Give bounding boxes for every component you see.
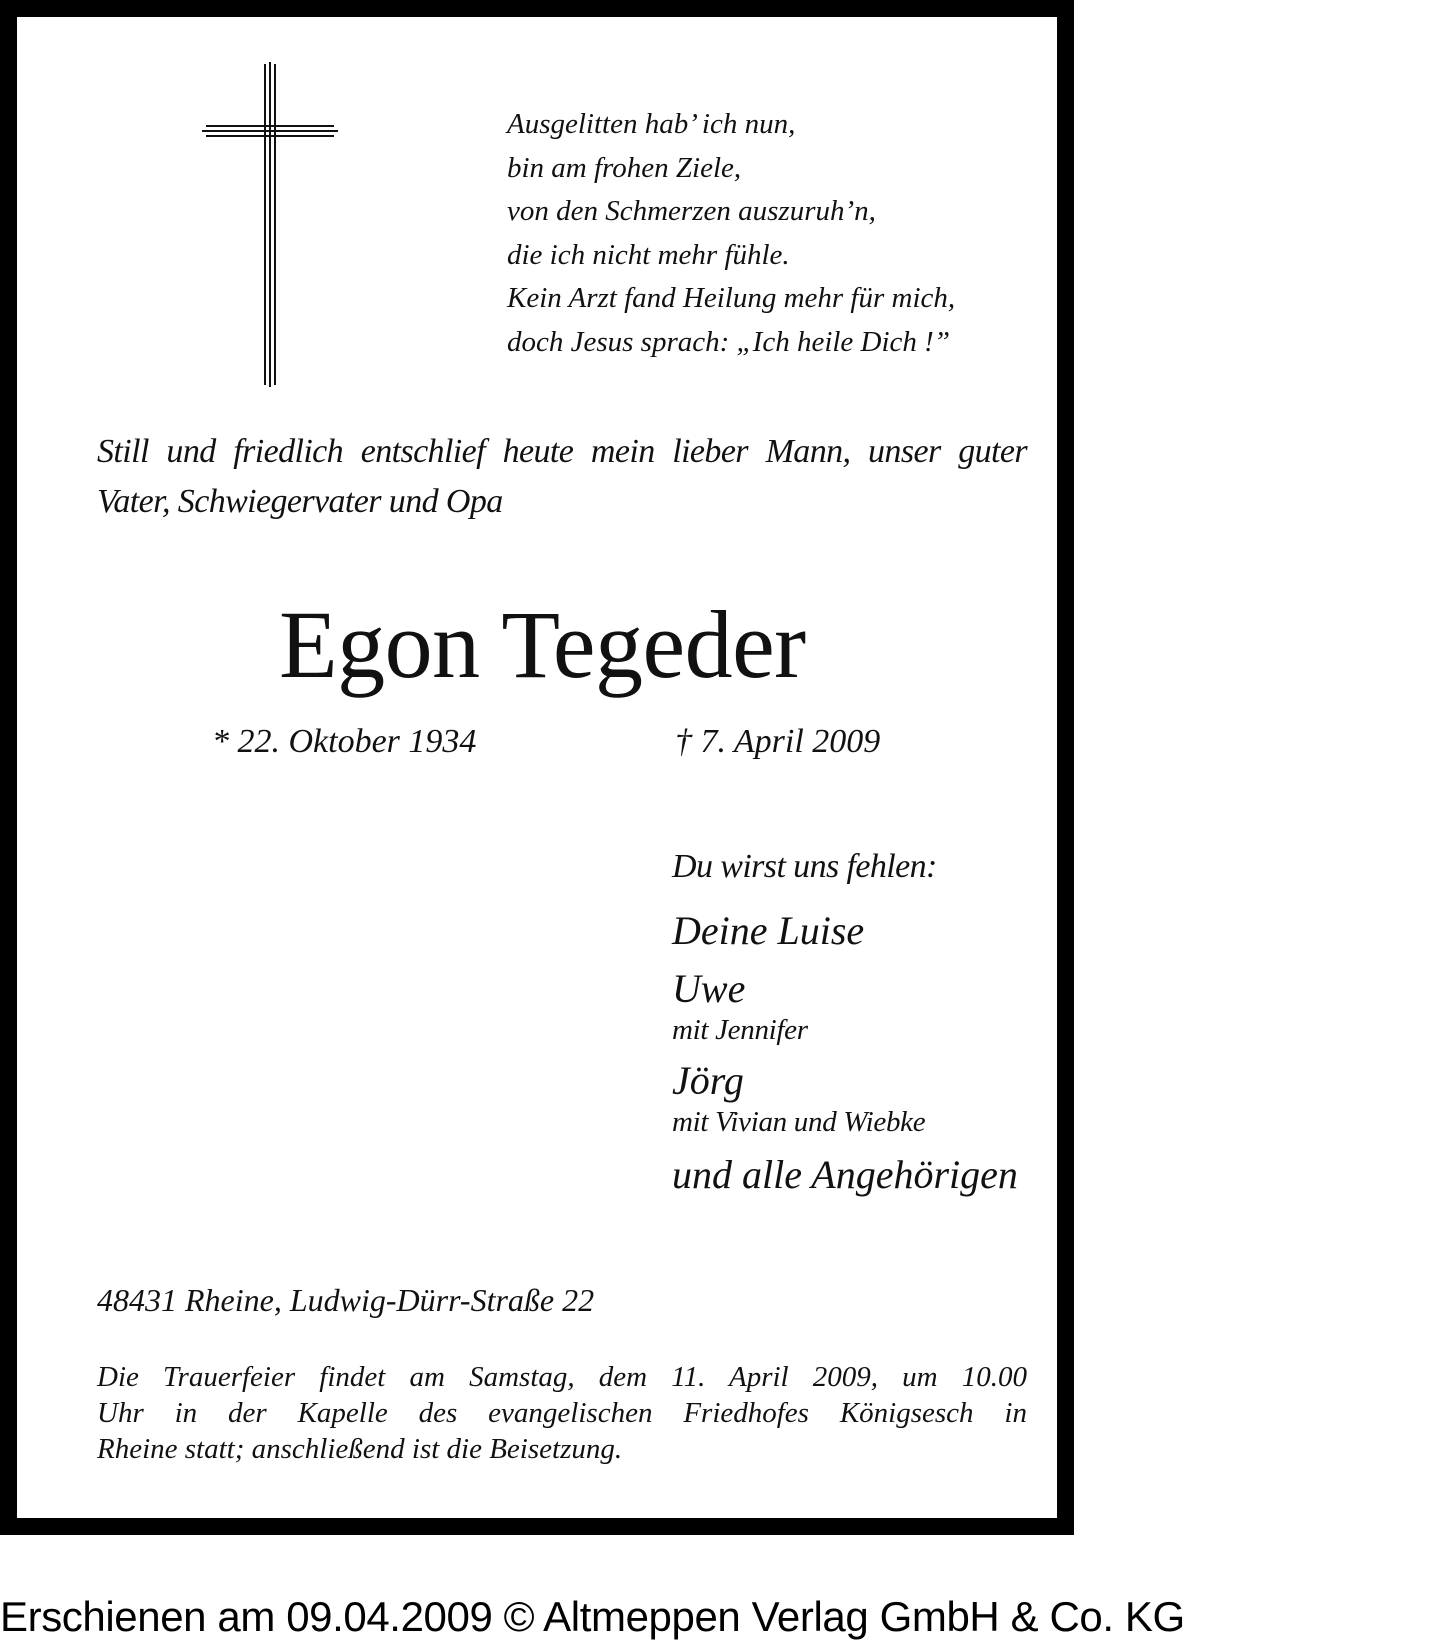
mourner-name: und alle Angehörigen (672, 1152, 1018, 1197)
mourner-name: Uwe (672, 966, 746, 1011)
poem-line: doch Jesus sprach: „Ich heile Dich !” (507, 325, 950, 358)
cross-icon (200, 62, 340, 387)
deceased-name: Egon Tegeder (279, 591, 806, 698)
poem-line: von den Schmerzen auszuruh’n, (507, 195, 876, 227)
mourner-companions: mit Vivian und Wiebke (672, 1106, 926, 1138)
mourners-block (672, 842, 1018, 1198)
mourner-name: Jörg (672, 1058, 744, 1103)
intro-text (97, 427, 1027, 527)
poem (507, 103, 955, 364)
service-line: Die Trauerfeier findet am Samstag, dem 11. April 2009, um 10.00 (97, 1361, 1027, 1393)
service-info (97, 1359, 1027, 1467)
service-line: Rheine statt; anschließend ist die Beisetzung. (97, 1433, 623, 1465)
death-date: † 7. April 2009 (675, 723, 881, 760)
address: 48431 Rheine, Ludwig-Dürr-Straße 22 (97, 1282, 595, 1318)
poem-line: bin am frohen Ziele, (507, 151, 742, 184)
intro-line: Still und friedlich entschlief heute mein lieber Mann, unser guter (97, 433, 1027, 470)
mourner-name: Deine Luise (672, 908, 865, 953)
poem-line: die ich nicht mehr fühle. (507, 238, 790, 271)
intro-line: Vater, Schwiegervater und Opa (97, 483, 503, 520)
poem-line: Kein Arzt fand Heilung mehr für mich, (507, 282, 956, 314)
publication-footer: Erschienen am 09.04.2009 © Altmeppen Verlag GmbH & Co. KG (0, 1593, 1185, 1640)
service-line: Uhr in der Kapelle des evangelischen Friedhofes Königsesch in (97, 1397, 1027, 1429)
poem-line: Ausgelitten hab’ ich nun, (507, 108, 796, 140)
mourner-companions: mit Jennifer (672, 1014, 808, 1046)
birth-date: * 22. Oktober 1934 (212, 723, 477, 760)
mourners-lead: Du wirst uns fehlen: (672, 848, 937, 885)
